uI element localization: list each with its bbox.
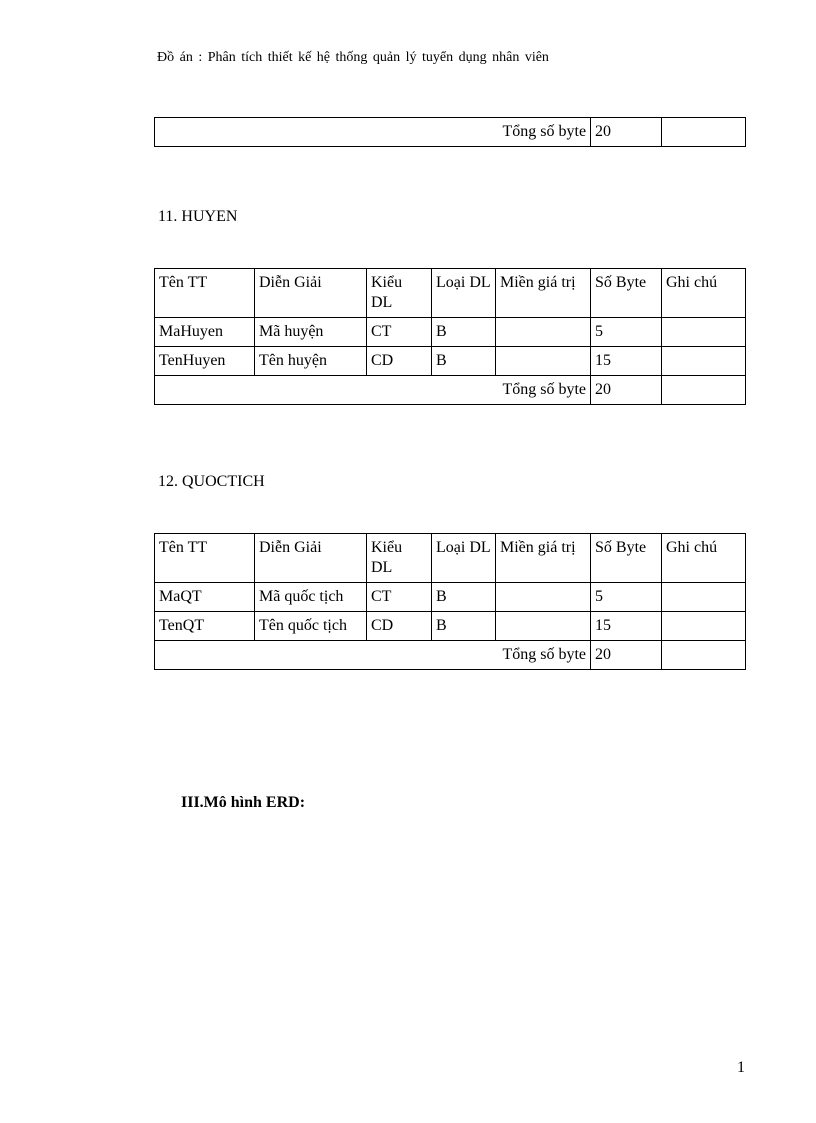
column-header: Ghi chú: [662, 534, 746, 583]
table-cell: [662, 612, 746, 641]
table-cell: [496, 347, 591, 376]
table-quoctich: [154, 533, 746, 670]
section-heading-quoctich: 12. QUOCTICH: [158, 473, 265, 490]
column-header: Miền giá trị: [496, 269, 591, 318]
column-header: Diễn Giải: [255, 269, 367, 318]
total-note: [662, 641, 746, 670]
table-cell: CT: [367, 318, 432, 347]
table-cell: TenHuyen: [155, 347, 255, 376]
table-row: [155, 612, 746, 641]
table-cell: B: [432, 583, 496, 612]
total-row: [155, 641, 746, 670]
table-cell: Tên huyện: [255, 347, 367, 376]
table-cell: CT: [367, 583, 432, 612]
previous-table-total: [154, 117, 746, 147]
erd-heading: III.Mô hình ERD:: [181, 794, 306, 811]
table-cell: [662, 347, 746, 376]
total-label: Tổng số byte: [155, 118, 591, 147]
table-cell: 15: [591, 612, 662, 641]
section-heading-huyen: 11. HUYEN: [158, 208, 238, 225]
table-cell: CD: [367, 347, 432, 376]
total-row: [155, 376, 746, 405]
total-row: [155, 118, 746, 147]
table-cell: MaQT: [155, 583, 255, 612]
table-header-row: [155, 534, 746, 583]
table-cell: Mã huyện: [255, 318, 367, 347]
table-row: [155, 347, 746, 376]
table-cell: 5: [591, 318, 662, 347]
column-header: Diễn Giải: [255, 534, 367, 583]
page-header: Đồ án : Phân tích thiết kế hệ thống quản lý tuyển dụng nhân viên: [157, 50, 549, 65]
table-cell: Tên quốc tịch: [255, 612, 367, 641]
column-header: Kiểu DL: [367, 534, 432, 583]
table-cell: [496, 318, 591, 347]
table-huyen: [154, 268, 746, 405]
total-value: 20: [591, 376, 662, 405]
column-header: Miền giá trị: [496, 534, 591, 583]
table-cell: 15: [591, 347, 662, 376]
column-header: Số Byte: [591, 534, 662, 583]
column-header: Tên TT: [155, 534, 255, 583]
table-cell: [496, 612, 591, 641]
column-header: Loại DL: [432, 534, 496, 583]
table-cell: TenQT: [155, 612, 255, 641]
total-value: 20: [591, 641, 662, 670]
table-cell: [662, 318, 746, 347]
table-cell: B: [432, 347, 496, 376]
table-cell: B: [432, 612, 496, 641]
total-note: [662, 118, 746, 147]
total-value: 20: [591, 118, 662, 147]
total-note: [662, 376, 746, 405]
table-cell: 5: [591, 583, 662, 612]
table-cell: CD: [367, 612, 432, 641]
column-header: Ghi chú: [662, 269, 746, 318]
table-cell: [662, 583, 746, 612]
table-cell: MaHuyen: [155, 318, 255, 347]
total-label: Tổng số byte: [155, 376, 591, 405]
table-row: [155, 318, 746, 347]
total-label: Tổng số byte: [155, 641, 591, 670]
column-header: Tên TT: [155, 269, 255, 318]
table-cell: B: [432, 318, 496, 347]
table-cell: [496, 583, 591, 612]
table-row: [155, 583, 746, 612]
column-header: Loại DL: [432, 269, 496, 318]
column-header: Số Byte: [591, 269, 662, 318]
column-header: Kiểu DL: [367, 269, 432, 318]
table-cell: Mã quốc tịch: [255, 583, 367, 612]
page-number: 1: [737, 1059, 745, 1076]
table-header-row: [155, 269, 746, 318]
